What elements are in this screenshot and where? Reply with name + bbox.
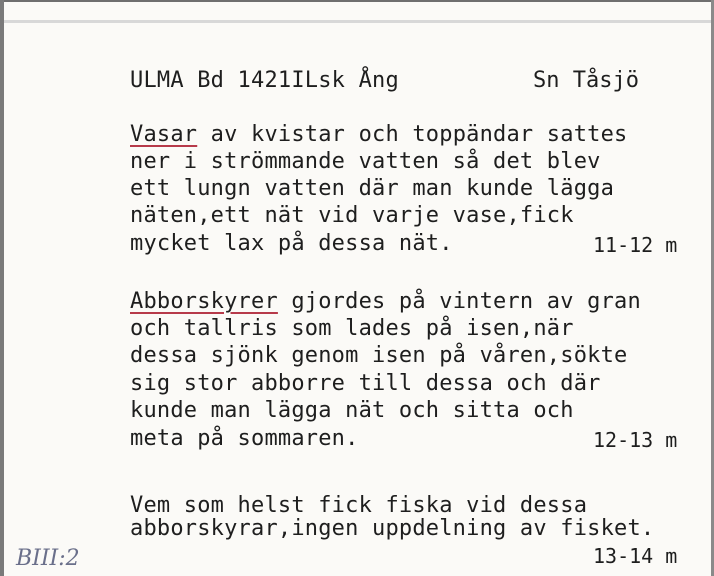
para1-line1 bbox=[130, 122, 627, 148]
header-parish: Sn Tåsjö bbox=[533, 68, 639, 93]
para2-line1 bbox=[130, 289, 641, 315]
para2-page-ref: 12-13 m bbox=[593, 428, 678, 452]
para1-line2: ner i strömmande vatten så det blev bbox=[130, 149, 601, 174]
para2-line1-text: gjordes på vintern av gran bbox=[277, 289, 641, 314]
para2-line3: dessa sjönk genom isen på våren,sökte bbox=[130, 343, 628, 368]
margin-archive-note: BIII:2 bbox=[16, 546, 80, 571]
header-reference: ULMA Bd 1421ILsk Ång bbox=[130, 68, 399, 93]
para1-page-ref: 11-12 m bbox=[593, 233, 678, 257]
para2-line5: kunde man lägga nät och sitta och bbox=[130, 398, 574, 423]
para2-term: Abborskyrer bbox=[130, 289, 278, 314]
para2-line2: och tallris som lades på isen,när bbox=[130, 316, 574, 341]
para1-term: Vasar bbox=[130, 122, 198, 147]
card-top-border bbox=[0, 0, 714, 26]
card-left-edge bbox=[0, 0, 4, 576]
para1-line4: näten,ett nät vid varje vase,fick bbox=[130, 203, 574, 228]
para1-line3: ett lungn vatten där man kunde lägga bbox=[130, 176, 615, 201]
para3-page-ref: 13-14 m bbox=[593, 544, 678, 568]
para2-line6: meta på sommaren. bbox=[130, 426, 359, 451]
para2-line4: sig stor abborre till dessa och där bbox=[130, 371, 601, 396]
para1-line5: mycket lax på dessa nät. bbox=[130, 231, 453, 256]
para1-line1-text: av kvistar och toppändar sattes bbox=[197, 122, 628, 147]
para3-line2: abborskyrar,ingen uppdelning av fisket. bbox=[130, 516, 655, 541]
para3-line1: Vem som helst fick fiska vid dessa bbox=[130, 493, 588, 518]
